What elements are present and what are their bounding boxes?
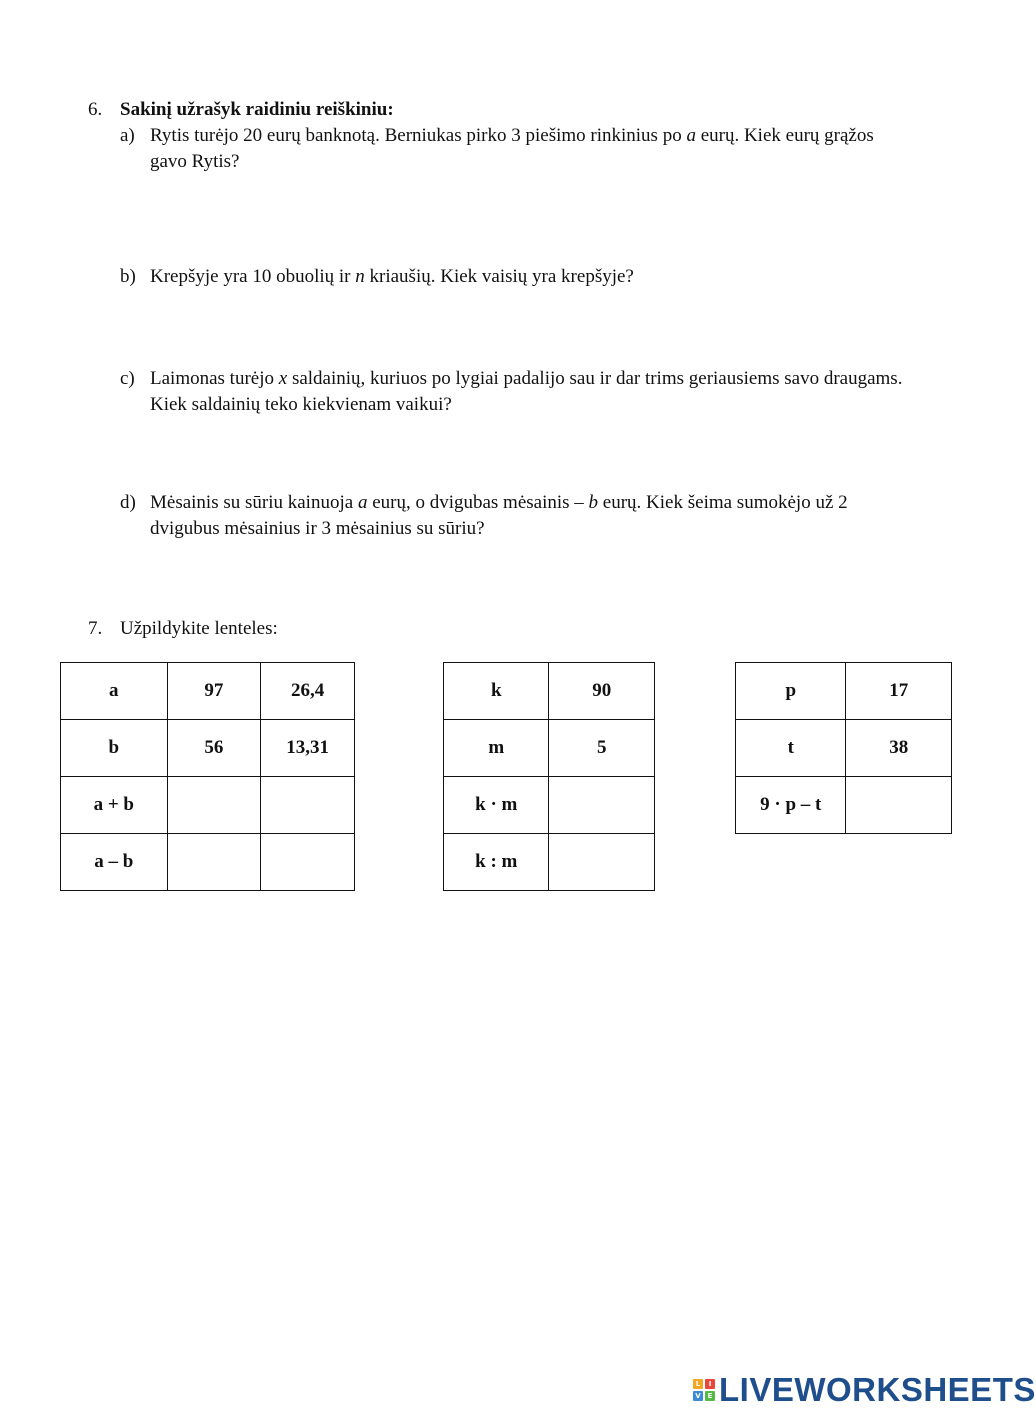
table-cell: 9 · p – t	[736, 777, 846, 834]
table-k-m	[443, 662, 655, 891]
logo-grid-icon	[693, 1379, 715, 1401]
item-b-label: b)	[120, 266, 136, 287]
answer-cell[interactable]	[261, 777, 355, 834]
variable-n: n	[355, 266, 365, 287]
variable-x: x	[278, 368, 288, 389]
table-cell: 97	[167, 663, 261, 720]
table-row	[736, 663, 952, 720]
table-cell: 90	[549, 663, 655, 720]
table-a-b	[60, 662, 355, 891]
table-cell: k : m	[444, 834, 549, 891]
table-row	[61, 834, 355, 891]
task-6-heading: Sakinį užrašyk raidiniu reiškiniu:	[120, 99, 394, 120]
liveworksheets-logo[interactable]	[693, 1373, 1036, 1407]
table-row	[61, 777, 355, 834]
task-6-number: 6.	[88, 99, 103, 120]
table-row	[444, 720, 655, 777]
table-row	[61, 663, 355, 720]
task-7-heading: Užpildykite lenteles:	[120, 618, 278, 639]
logo-tile: I	[705, 1379, 715, 1389]
table-row	[444, 663, 655, 720]
table-cell: 17	[846, 663, 952, 720]
table-p-t	[735, 662, 952, 834]
logo-tile: V	[693, 1391, 703, 1401]
answer-cell[interactable]	[261, 834, 355, 891]
table-cell: 56	[167, 720, 261, 777]
answer-cell[interactable]	[846, 777, 952, 834]
table-cell: b	[61, 720, 168, 777]
item-a-text-line1: Rytis turėjo 20 eurų banknotą. Berniukas pirko 3 piešimo rinkinius po a eurų. Kiek eurų grąžos	[150, 125, 874, 146]
table-cell: a – b	[61, 834, 168, 891]
table-cell: t	[736, 720, 846, 777]
table-cell: k	[444, 663, 549, 720]
table-cell: 13,31	[261, 720, 355, 777]
answer-cell[interactable]	[549, 834, 655, 891]
item-c-text-line1: Laimonas turėjo x saldainių, kuriuos po lygiai padalijo sau ir dar trims geriausiems savo draugams.	[150, 368, 903, 389]
item-d-text-line2: dvigubus mėsainius ir 3 mėsainius su sūriu?	[150, 518, 485, 539]
item-d-label: d)	[120, 492, 136, 513]
table-cell: 38	[846, 720, 952, 777]
task-7-number: 7.	[88, 618, 103, 639]
table-row	[736, 720, 952, 777]
logo-text: LIVEWORKSHEETS	[719, 1371, 1036, 1408]
item-c-text-line2: Kiek saldainių teko kiekvienam vaikui?	[150, 394, 452, 415]
table-cell: 26,4	[261, 663, 355, 720]
table-cell: k · m	[444, 777, 549, 834]
table-row	[444, 834, 655, 891]
item-d-text-line1: Mėsainis su sūriu kainuoja a eurų, o dvigubas mėsainis – b eurų. Kiek šeima sumokėjo už 2	[150, 492, 848, 513]
item-c-label: c)	[120, 368, 135, 389]
table-row	[444, 777, 655, 834]
answer-cell[interactable]	[167, 834, 261, 891]
table-cell: m	[444, 720, 549, 777]
logo-tile: L	[693, 1379, 703, 1389]
table-cell: a + b	[61, 777, 168, 834]
table-row	[61, 720, 355, 777]
answer-cell[interactable]	[167, 777, 261, 834]
answer-cell[interactable]	[549, 777, 655, 834]
table-cell: 5	[549, 720, 655, 777]
variable-a: a	[686, 125, 696, 146]
item-a-text-line2: gavo Rytis?	[150, 151, 240, 172]
item-a-label: a)	[120, 125, 135, 146]
table-cell: a	[61, 663, 168, 720]
table-cell: p	[736, 663, 846, 720]
table-row	[736, 777, 952, 834]
variable-a: a	[357, 492, 368, 513]
logo-tile: E	[705, 1391, 715, 1401]
item-b-text-line1: Krepšyje yra 10 obuolių ir n kriaušių. Kiek vaisių yra krepšyje?	[150, 266, 634, 287]
variable-b: b	[588, 492, 599, 513]
